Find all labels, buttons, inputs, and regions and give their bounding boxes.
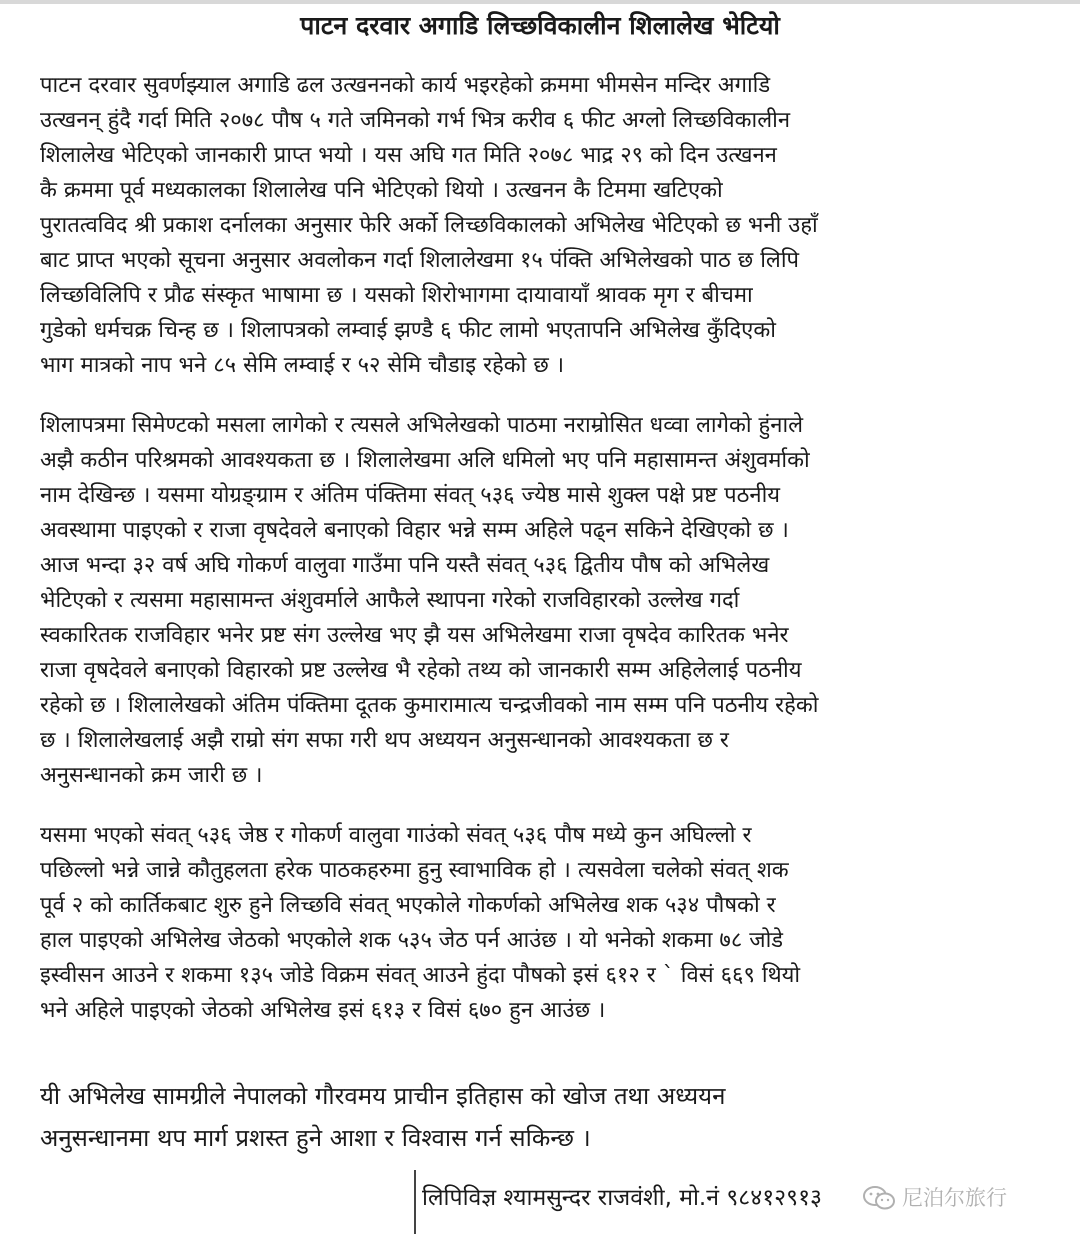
text-line: बाट प्राप्त भएको सूचना अनुसार अवलोकन गर्दा शिलालेखमा १५ पंक्ति अभिलेखको पाठ छ लिपि: [40, 248, 800, 273]
text-line: शिलालेख भेटिएको जानकारी प्राप्त भयो । यस अघि गत मिति २०७८ भाद्र २९ को दिन उत्खनन: [40, 143, 777, 168]
text-line: भने अहिले पाइएको जेठको अभिलेख इसं ६१३ र विसं ६७० हुन आउंछ ।: [40, 998, 606, 1023]
paragraph-1: [40, 68, 1050, 383]
text-line: भेटिएको र त्यसमा महासामन्त अंशुवर्माले आफैले स्थापना गरेको राजविहारको उल्लेख गर्दा: [40, 588, 740, 613]
text-line: पाटन दरवार सुवर्णझ्याल अगाडि ढल उत्खननको कार्य भइरहेको क्रममा भीमसेन मन्दिर अगाडि: [40, 73, 771, 98]
text-line: आज भन्दा ३२ वर्ष अघि गोकर्ण वालुवा गाउँमा पनि यस्तै संवत् ५३६ द्वितीय पौष को अभिलेख: [40, 553, 770, 578]
document-title: पाटन दरवार अगाडि लिच्छविकालीन शिलालेख भेटियो: [300, 11, 780, 40]
signature-divider: [414, 1170, 416, 1234]
paragraph-2: [40, 408, 1050, 793]
text-line: रहेको छ । शिलालेखको अंतिम पंक्तिमा दूतक कुमारामात्य चन्द्रजीवको नाम सम्म पनि पठनीय रहेको: [40, 693, 819, 718]
text-line: पछिल्लो भन्ने जान्ने कौतुहलता हरेक पाठकहरुमा हुनु स्वाभाविक हो । त्यसवेला चलेको संवत् शक: [40, 858, 789, 883]
text-line: अझै कठीन परिश्रमको आवश्यकता छ । शिलालेखमा अलि धमिलो भए पनि महासामन्त अंशुवर्माको: [40, 448, 810, 473]
text-line: हाल पाइएको अभिलेख जेठको भएकोले शक ५३५ जेठ पर्न आउंछ । यो भनेको शकमा ७८ जोडे: [40, 928, 784, 953]
text-line: लिच्छविलिपि र प्रौढ संस्कृत भाषामा छ । यसको शिरोभागमा दायावायाँ श्रावक मृग र बीचमा: [40, 283, 753, 308]
text-line: कै क्रममा पूर्व मध्यकालका शिलालेख पनि भेटिएको थियो । उत्खनन कै टिममा खटिएको: [40, 178, 723, 203]
text-line: पूर्व २ को कार्तिकबाट शुरु हुने लिच्छवि संवत् भएकोले गोकर्णको अभिलेख शक ५३४ पौषको र: [40, 893, 776, 918]
closing-paragraph: [40, 1075, 1050, 1159]
text-line: पुरातत्वविद श्री प्रकाश दर्नालका अनुसार फेरि अर्को लिच्छविकालको अभिलेख भेटिएको छ भनी उहाँ: [40, 213, 818, 238]
signature: लिपिविज्ञ श्यामसुन्दर राजवंशी, मो.नं ९८४१२९१३: [422, 1185, 822, 1211]
text-line: स्वकारितक राजविहार भनेर प्रष्ट संग उल्लेख भए झै यस अभिलेखमा राजा वृषदेव कारितक भनेर: [40, 623, 789, 648]
text-line: यी अभिलेख सामग्रीले नेपालको गौरवमय प्राचीन इतिहास को खोज तथा अध्ययन: [40, 1082, 726, 1110]
watermark: [862, 1183, 1007, 1213]
text-line: भाग मात्रको नाप भने ८५ सेमि लम्वाई र ५२ सेमि चौडाइ रहेको छ ।: [40, 353, 565, 378]
top-divider: [0, 0, 1080, 4]
text-line: राजा वृषदेवले बनाएको विहारको प्रष्ट उल्लेख भै रहेको तथ्य को जानकारी सम्म अहिलेलाई पठनीय: [40, 658, 802, 683]
text-line: इस्वीसन आउने र शकमा १३५ जोडे विक्रम संवत् आउने हुंदा पौषको इसं ६१२ र ` विसं ६६९ थियो: [40, 963, 801, 988]
text-line: उत्खनन् हुंदै गर्दा मिति २०७८ पौष ५ गते जमिनको गर्भ भित्र करीव ६ फीट अग्लो लिच्छविकालीन: [40, 108, 791, 133]
text-line: यसमा भएको संवत् ५३६ जेष्ठ र गोकर्ण वालुवा गाउंको संवत् ५३६ पौष मध्ये कुन अघिल्लो र: [40, 823, 752, 848]
chat-bubble-icon: [862, 1184, 896, 1212]
text-line: शिलापत्रमा सिमेण्टको मसला लागेको र त्यसले अभिलेखको पाठमा नराम्रोसित धव्वा लागेको हुंनाले: [40, 413, 804, 438]
watermark-text: 尼泊尔旅行: [902, 1186, 1007, 1210]
text-line: नाम देखिन्छ । यसमा योग्रङ्ग्राम र अंतिम पंक्तिमा संवत् ५३६ ज्येष्ठ मासे शुक्ल पक्षे प्रष्ट पठनीय: [40, 483, 781, 508]
text-line: छ । शिलालेखलाई अझै राम्रो संग सफा गरी थप अध्ययन अनुसन्धानको आवश्यकता छ र: [40, 728, 729, 753]
text-line: अनुसन्धानको क्रम जारी छ ।: [40, 763, 263, 788]
text-line: गुडेको धर्मचक्र चिन्ह छ । शिलापत्रको लम्वाई झण्डै ६ फीट लामो भएतापनि अभिलेख कुँदिएको: [40, 318, 776, 343]
text-line: अनुसन्धानमा थप मार्ग प्रशस्त हुने आशा र विश्वास गर्न सकिन्छ ।: [40, 1124, 591, 1152]
text-line: अवस्थामा पाइएको र राजा वृषदेवले बनाएको विहार भन्ने सम्म अहिले पढ्न सकिने देखिएको छ ।: [40, 518, 789, 543]
paragraph-3: [40, 818, 1050, 1028]
